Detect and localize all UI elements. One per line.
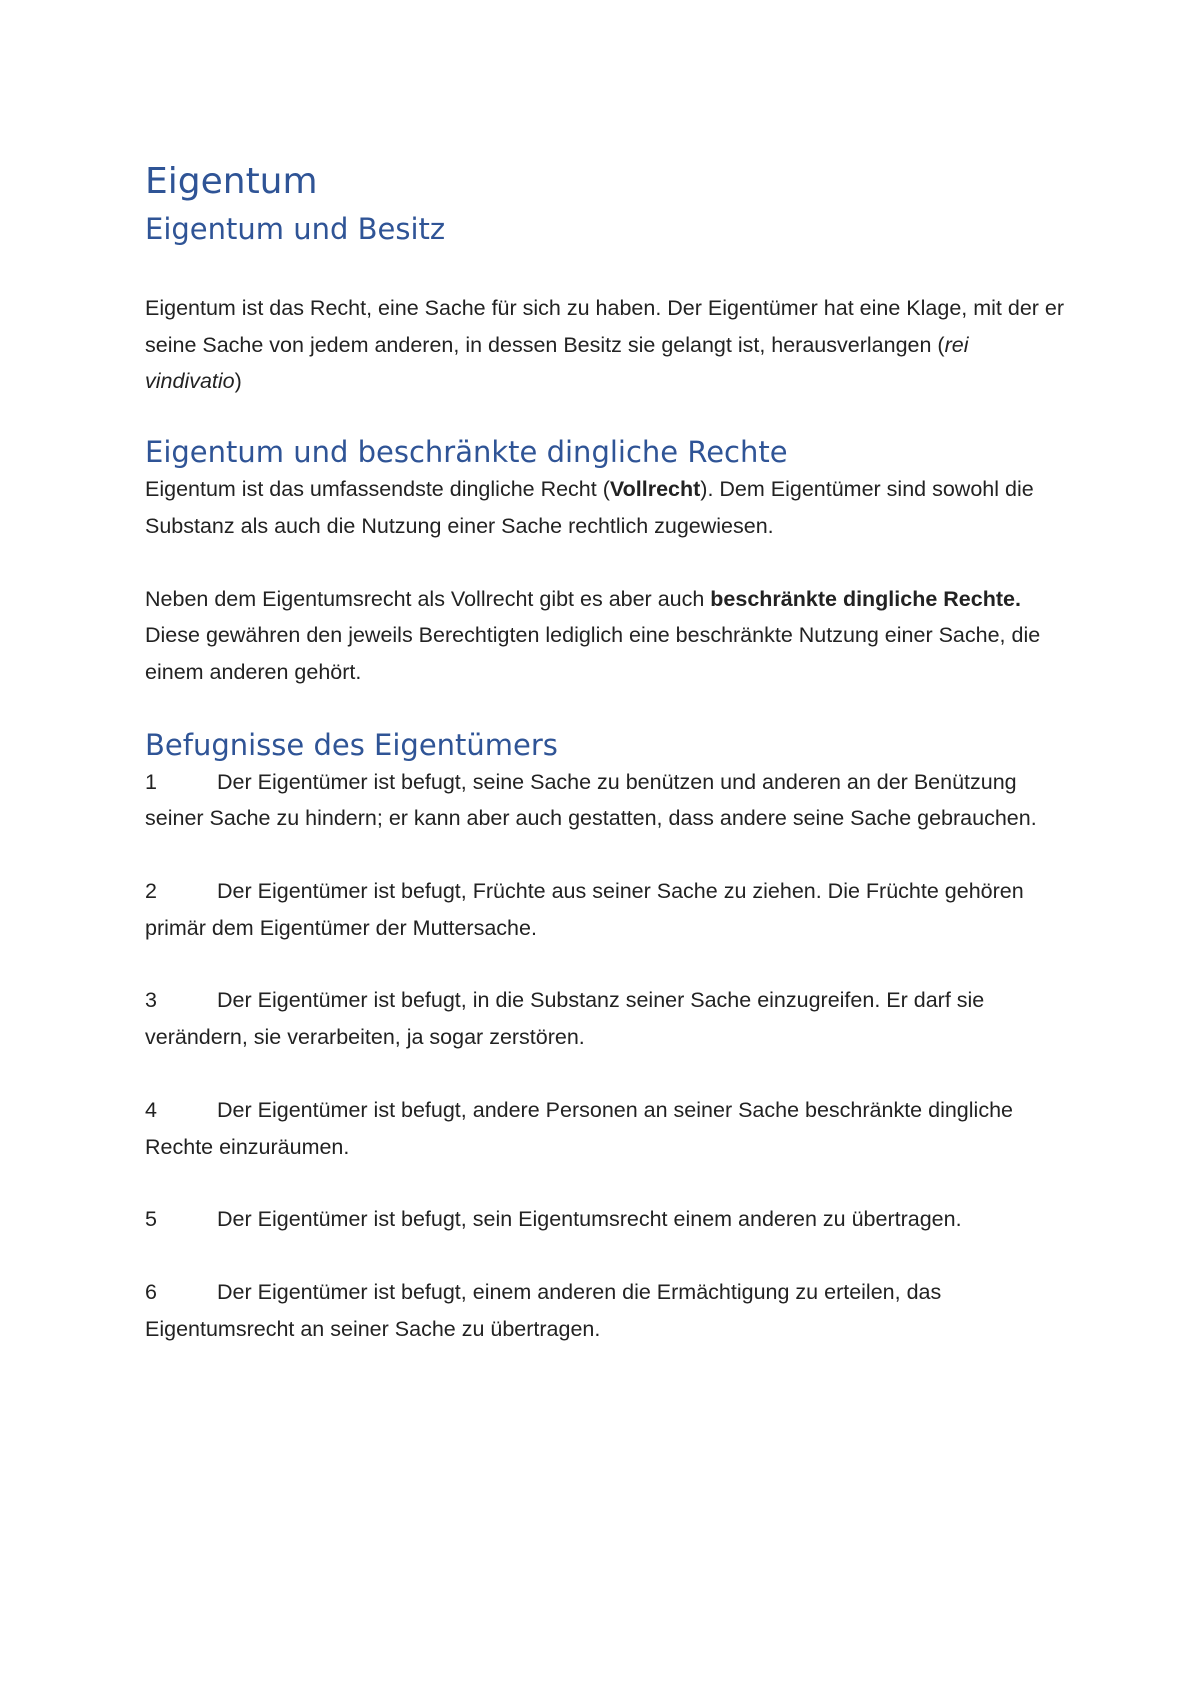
list-item: [145, 982, 1065, 1055]
list-item-number: 6: [145, 1279, 157, 1304]
section-heading-eigentum-und-besitz: Eigentum und Besitz: [145, 212, 446, 246]
list-item: [145, 873, 1065, 946]
paragraph-text: Eigentum ist das Recht, eine Sache für sich zu haben. Der Eigentümer hat eine Klage, mit der er seine Sache von jedem anderen, in dessen Besitz sie gelangt ist, herausverlangen (: [145, 296, 1065, 357]
list-item: [145, 1201, 1065, 1238]
section-heading-beschraenkte-dingliche-rechte: Eigentum und beschränkte dingliche Rechte: [145, 435, 788, 470]
list-item-number: 2: [145, 879, 157, 904]
list-item-text: Der Eigentümer ist befugt, sein Eigentumsrecht einem anderen zu übertragen.: [217, 1207, 962, 1232]
list-item: [145, 764, 1065, 837]
list-item-number: 4: [145, 1097, 157, 1122]
section-heading-befugnisse: Befugnisse des Eigentümers: [145, 727, 558, 762]
document-content: [145, 160, 1065, 1347]
paragraph-bold-term: beschränkte dingliche Rechte.: [710, 586, 1021, 611]
list-item: [145, 1274, 1065, 1347]
list-item-text: Der Eigentümer ist befugt, andere Personen an seiner Sache beschränkte dingliche Rechte einzuräumen.: [145, 1097, 1013, 1159]
paragraph: [145, 581, 1065, 691]
list-item-number: 3: [145, 988, 157, 1013]
paragraph-bold-term: Vollrecht: [609, 477, 701, 502]
list-item-text: Der Eigentümer ist befugt, Früchte aus seiner Sache zu ziehen. Die Früchte gehören primär dem Eigentümer der Muttersache.: [145, 879, 1024, 940]
paragraph-italic-term: rei vindivatio: [145, 332, 969, 394]
document-title: Eigentum: [145, 161, 318, 202]
list-item-number: 1: [145, 769, 157, 794]
paragraph: [145, 290, 1065, 400]
paragraph-text: Eigentum ist das umfassendste dingliche Recht (: [145, 477, 610, 502]
paragraph-text-end: ). Dem Eigentümer sind sowohl die Substanz als auch die Nutzung einer Sache rechtlich zugewiesen.: [145, 477, 1034, 538]
list-item-text: Der Eigentümer ist befugt, seine Sache zu benützen und anderen an der Benützung seiner Sache zu hindern; er kann aber auch gestatten, dass andere seine Sache gebrauchen.: [145, 769, 1037, 831]
list-item-text: Der Eigentümer ist befugt, einem anderen die Ermächtigung zu erteilen, das Eigentumsrecht an seiner Sache zu übertragen.: [145, 1279, 942, 1341]
paragraph-text-end: ): [234, 369, 242, 394]
paragraph: [145, 471, 1065, 544]
list-item: [145, 1092, 1065, 1165]
paragraph-text-end: Diese gewähren den jeweils Berechtigten lediglich eine beschränkte Nutzung einer Sache, die einem anderen gehört.: [145, 623, 1041, 684]
list-item-number: 5: [145, 1207, 157, 1232]
list-item-text: Der Eigentümer ist befugt, in die Substanz seiner Sache einzugreifen. Er darf sie verändern, sie verarbeiten, ja sogar zerstören.: [145, 988, 985, 1050]
paragraph-text: Neben dem Eigentumsrecht als Vollrecht gibt es aber auch: [145, 586, 711, 611]
